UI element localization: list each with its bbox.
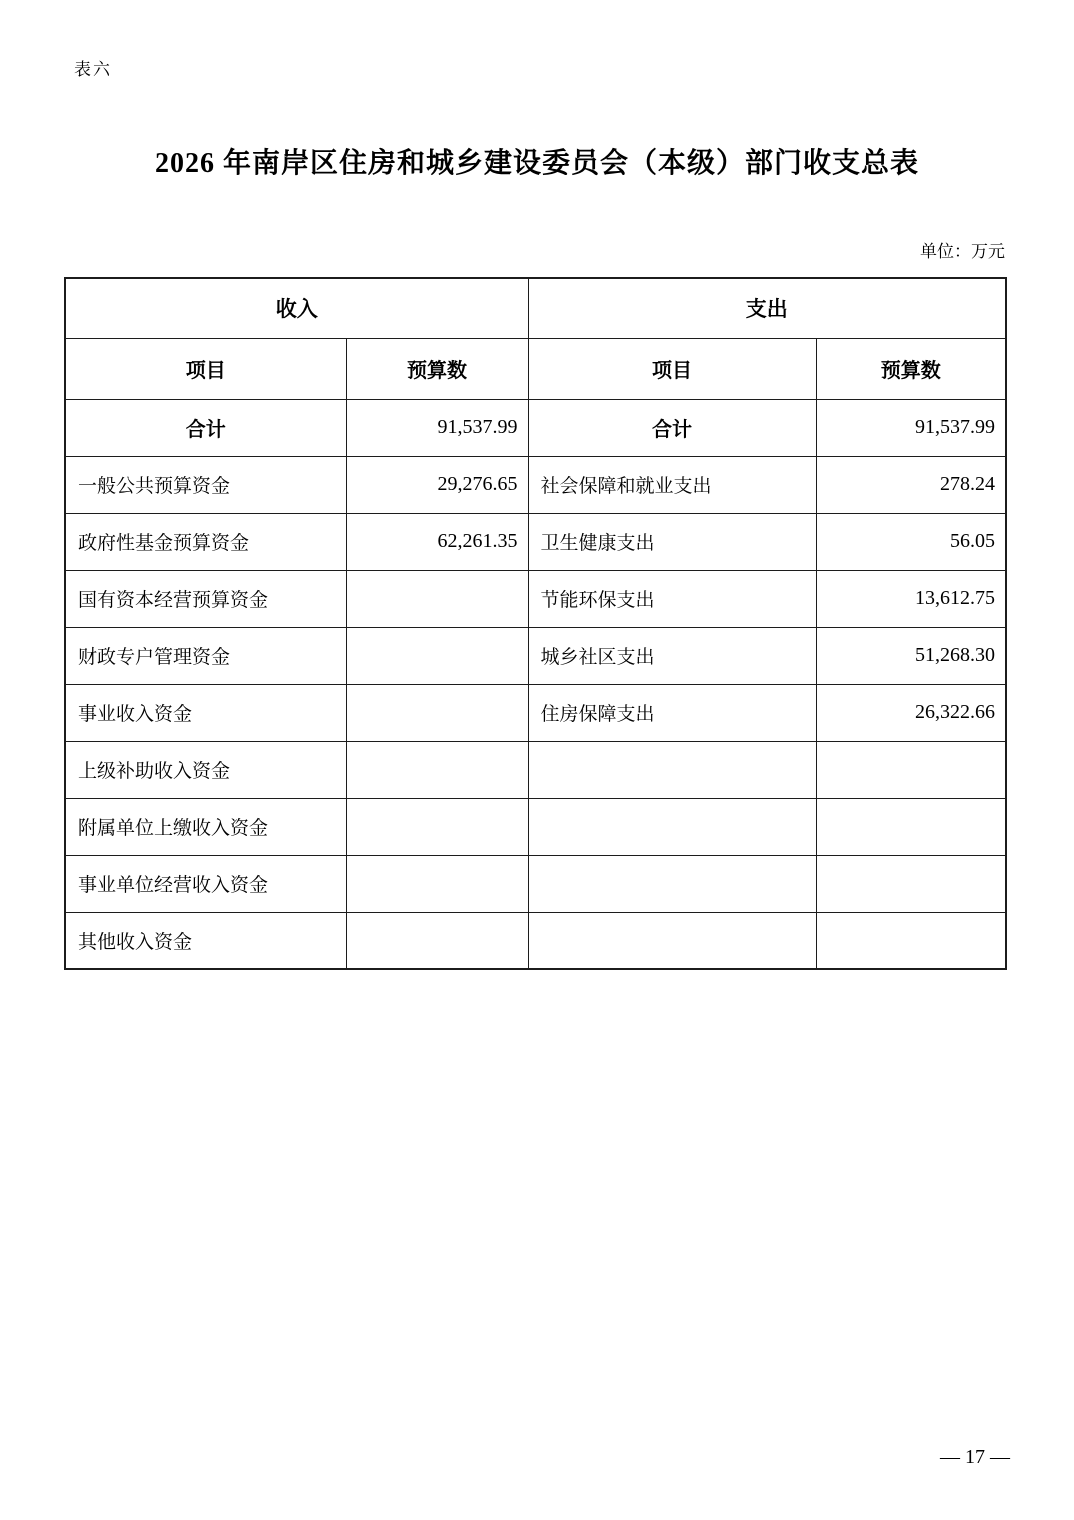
- income-item-cell: 合计: [65, 399, 346, 456]
- expense-value-cell: 26,322.66: [816, 684, 1006, 741]
- income-value-cell: 62,261.35: [346, 513, 528, 570]
- expense-value-cell: 91,537.99: [816, 399, 1006, 456]
- section-header-row: [65, 278, 1006, 338]
- income-value-cell: 29,276.65: [346, 456, 528, 513]
- expense-budget-column-header: 预算数: [816, 338, 1006, 399]
- income-value-cell: 91,537.99: [346, 399, 528, 456]
- income-value-cell: [346, 684, 528, 741]
- income-value-cell: [346, 855, 528, 912]
- expense-section-header: 支出: [528, 278, 1006, 338]
- income-item-cell: 附属单位上缴收入资金: [65, 798, 346, 855]
- income-item-cell: 一般公共预算资金: [65, 456, 346, 513]
- expense-item-cell: [528, 912, 816, 969]
- income-item-cell: 政府性基金预算资金: [65, 513, 346, 570]
- table-row: [65, 570, 1006, 627]
- income-item-column-header: 项目: [65, 338, 346, 399]
- table-number-label: 表六: [74, 60, 112, 79]
- expense-value-cell: [816, 798, 1006, 855]
- income-item-cell: 财政专户管理资金: [65, 627, 346, 684]
- unit-note: 单位：万元: [920, 242, 1005, 261]
- expense-value-cell: 278.24: [816, 456, 1006, 513]
- expense-item-cell: [528, 798, 816, 855]
- table-row: [65, 684, 1006, 741]
- expense-item-cell: 住房保障支出: [528, 684, 816, 741]
- income-value-cell: [346, 798, 528, 855]
- expense-item-cell: 节能环保支出: [528, 570, 816, 627]
- budget-summary-table: [64, 277, 1007, 970]
- expense-value-cell: 13,612.75: [816, 570, 1006, 627]
- expense-item-column-header: 项目: [528, 338, 816, 399]
- page-title: 2026 年南岸区住房和城乡建设委员会（本级）部门收支总表: [154, 148, 919, 179]
- table-row: [65, 741, 1006, 798]
- expense-item-cell: 社会保障和就业支出: [528, 456, 816, 513]
- income-budget-column-header: 预算数: [346, 338, 528, 399]
- income-item-cell: 其他收入资金: [65, 912, 346, 969]
- income-value-cell: [346, 627, 528, 684]
- table-row: [65, 627, 1006, 684]
- expense-value-cell: [816, 741, 1006, 798]
- table-row: [65, 855, 1006, 912]
- income-item-cell: 事业单位经营收入资金: [65, 855, 346, 912]
- income-item-cell: 事业收入资金: [65, 684, 346, 741]
- table-row-total: [65, 399, 1006, 456]
- expense-value-cell: [816, 912, 1006, 969]
- table-row: [65, 912, 1006, 969]
- page-number: — 17 —: [940, 1446, 1010, 1468]
- income-item-cell: 上级补助收入资金: [65, 741, 346, 798]
- income-value-cell: [346, 912, 528, 969]
- expense-value-cell: 56.05: [816, 513, 1006, 570]
- income-value-cell: [346, 741, 528, 798]
- table-row: [65, 513, 1006, 570]
- income-item-cell: 国有资本经营预算资金: [65, 570, 346, 627]
- expense-item-cell: 合计: [528, 399, 816, 456]
- expense-value-cell: [816, 855, 1006, 912]
- expense-item-cell: 城乡社区支出: [528, 627, 816, 684]
- table-row: [65, 798, 1006, 855]
- expense-item-cell: 卫生健康支出: [528, 513, 816, 570]
- expense-item-cell: [528, 855, 816, 912]
- expense-item-cell: [528, 741, 816, 798]
- table-row: [65, 456, 1006, 513]
- income-section-header: 收入: [65, 278, 528, 338]
- income-value-cell: [346, 570, 528, 627]
- column-header-row: [65, 338, 1006, 399]
- expense-value-cell: 51,268.30: [816, 627, 1006, 684]
